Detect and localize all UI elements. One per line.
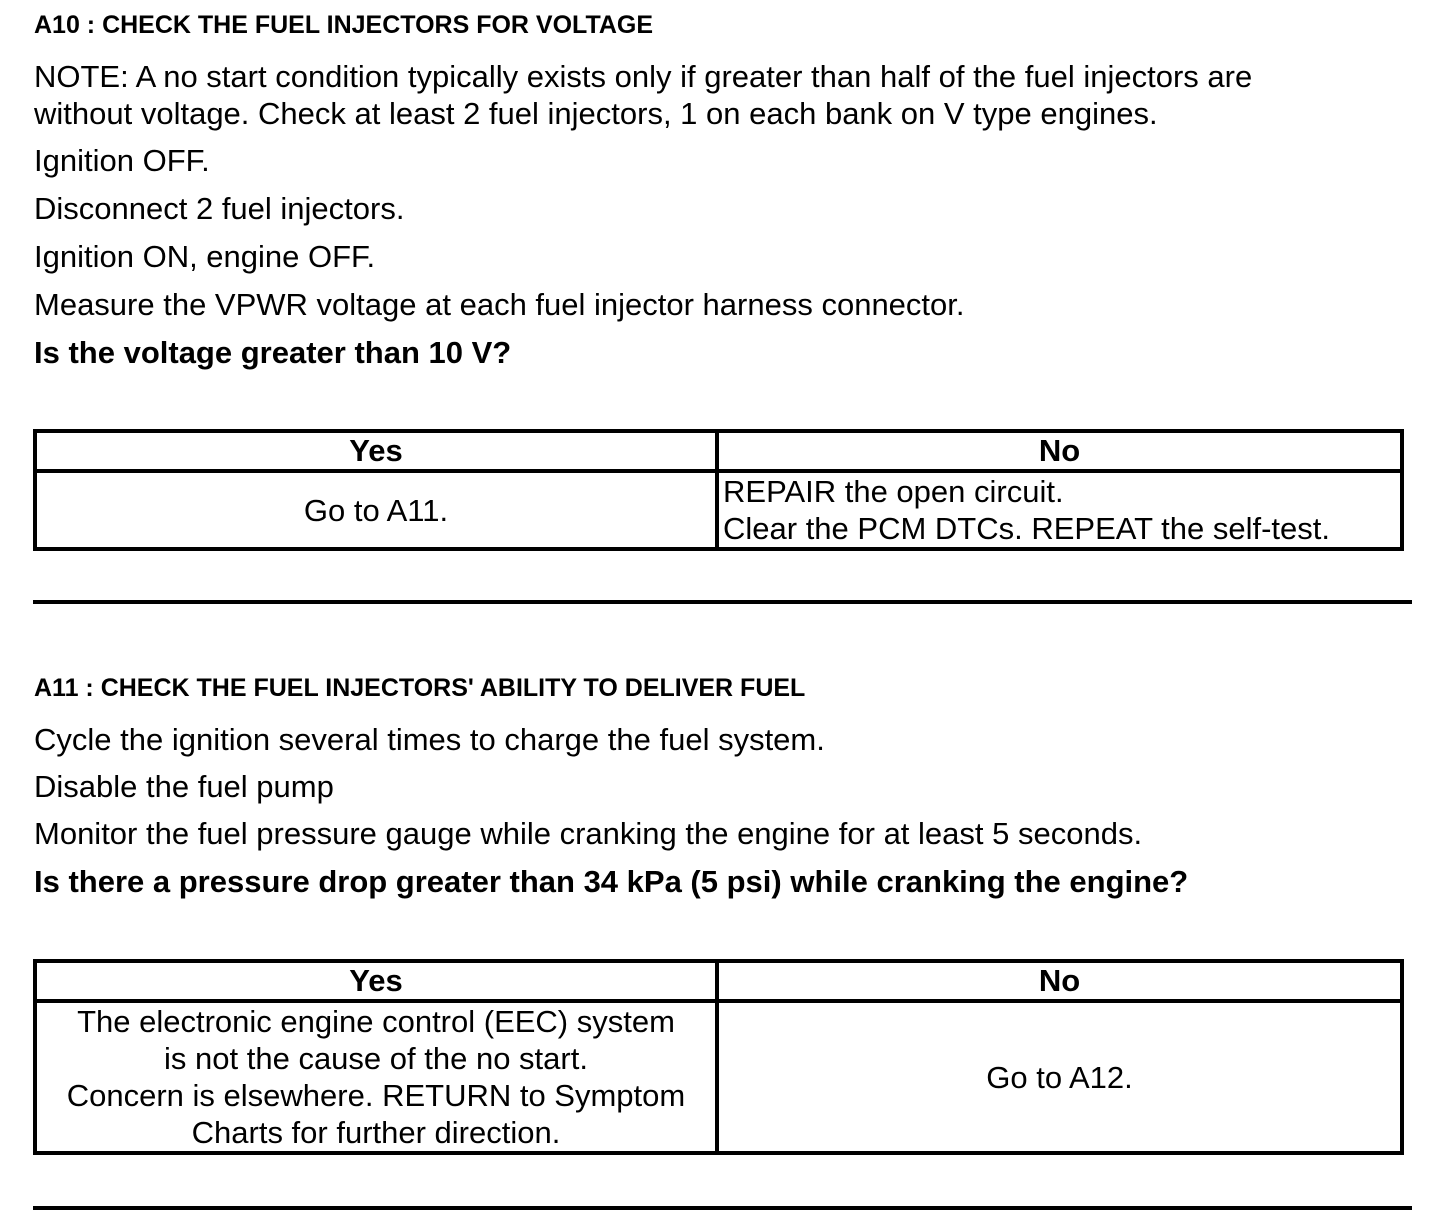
a10-step-text: Ignition ON, engine OFF. [34,239,376,274]
a11-step-section [34,673,1412,703]
a10-question-text: Is the voltage greater than 10 V? [34,335,512,370]
a10-step-1 [34,142,1412,179]
yes-action-line2: is not the cause of the no start. [164,1041,588,1076]
section-divider [33,1206,1412,1210]
a10-step-text: Measure the VPWR voltage at each fuel injector harness connector. [34,287,965,322]
a10-note [34,58,1412,132]
yes-header: Yes [35,431,717,471]
a11-step-text: Cycle the ignition several times to charge the fuel system. [34,722,825,757]
a11-question-text: Is there a pressure drop greater than 34 kPa (5 psi) while cranking the engine? [34,864,1189,899]
a11-title: A11 : CHECK THE FUEL INJECTORS' ABILITY TO DELIVER FUEL [34,674,806,702]
table-header-row [35,431,1402,471]
no-header: No [717,431,1402,471]
section-divider [33,600,1412,604]
a10-step-text: Ignition OFF. [34,143,210,178]
a10-title: A10 : CHECK THE FUEL INJECTORS FOR VOLTAGE [34,11,654,39]
yes-action [35,1001,717,1153]
no-action-line1: REPAIR the open circuit. [723,474,1064,509]
yes-action-line4: Charts for further direction. [191,1115,561,1150]
a11-step-text: Disable the fuel pump [34,769,334,804]
a10-note-line1: NOTE: A no start condition typically exists only if greater than half of the fuel injectors are [34,59,1253,94]
a10-step-2 [34,190,1412,227]
a11-step-3 [34,815,1412,852]
a11-question [34,863,1412,900]
a11-step-text: Monitor the fuel pressure gauge while cranking the engine for at least 5 seconds. [34,816,1143,851]
no-action [717,471,1402,549]
table-row [35,471,1402,549]
no-header: No [717,961,1402,1001]
yes-action-line3: Concern is elsewhere. RETURN to Symptom [66,1078,686,1113]
yes-header: Yes [35,961,717,1001]
table-row [35,1001,1402,1153]
a10-result-table [33,429,1404,551]
yes-action: Go to A11. [35,471,717,549]
no-action-line2: Clear the PCM DTCs. REPEAT the self-test. [723,511,1330,546]
no-action: Go to A12. [717,1001,1402,1153]
a10-step-3 [34,238,1412,275]
yes-action-line1: The electronic engine control (EEC) system [77,1004,675,1039]
a10-note-line2: without voltage. Check at least 2 fuel injectors, 1 on each bank on V type engines. [34,96,1158,131]
a10-question [34,334,1412,371]
a10-step-text: Disconnect 2 fuel injectors. [34,191,405,226]
a10-step-4 [34,286,1412,323]
a11-result-table [33,959,1404,1155]
a11-step-1 [34,721,1412,758]
table-header-row [35,961,1402,1001]
a10-step-section [34,10,1412,40]
a11-step-2 [34,768,1412,805]
